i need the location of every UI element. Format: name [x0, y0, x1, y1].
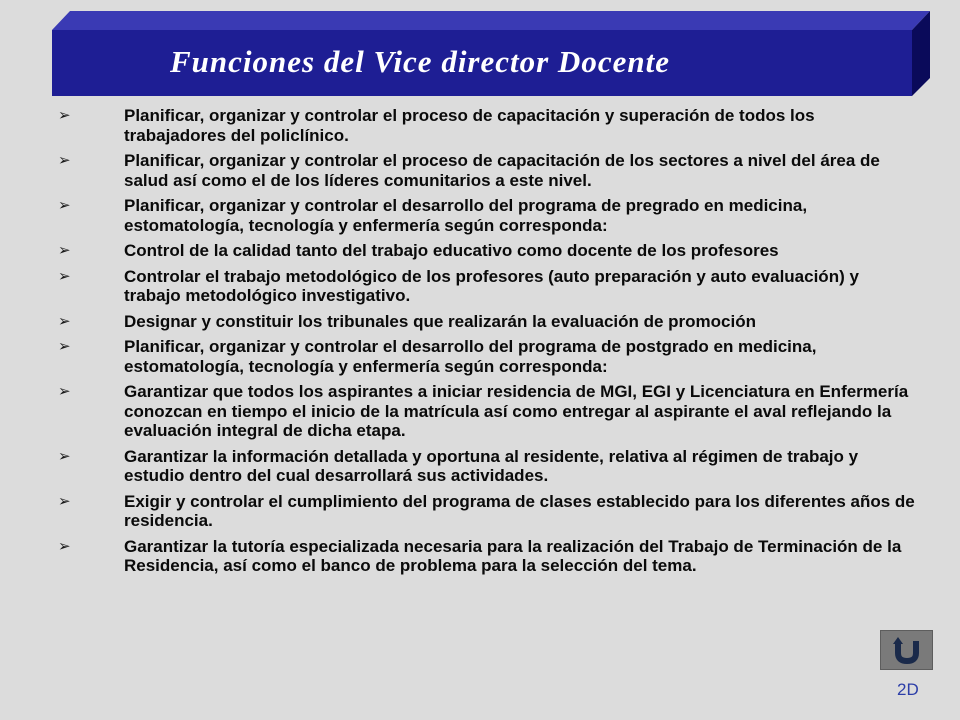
list-item — [58, 537, 918, 576]
return-arrow-icon — [890, 635, 924, 665]
list-item — [58, 196, 918, 235]
arrow-bullet-icon: ➢ — [58, 338, 71, 355]
list-item — [58, 492, 918, 531]
list-item — [58, 382, 918, 441]
arrow-bullet-icon: ➢ — [58, 447, 71, 465]
list-item-text: Garantizar que todos los aspirantes a iniciar residencia de MGI, EGI y Licenciatura en Enfermería conozcan en tiempo el inicio de la matrícula así como entregar al aspirante el aval reflejando la evaluación integral de dicha etapa. — [124, 382, 909, 440]
list-item — [58, 337, 918, 376]
list-item-text: Exigir y controlar el cumplimiento del programa de clases establecido para los diferentes años de residencia. — [124, 491, 915, 530]
list-item-text: Garantizar la información detallada y oportuna al residente, relativa al régimen de trabajo y estudio dentro del cual desarrollará sus actividades. — [124, 446, 859, 485]
arrow-bullet-icon: ➢ — [58, 107, 71, 124]
list-item-text: Planificar, organizar y controlar el proceso de capacitación de los sectores a nivel del área de salud así como el de los líderes comunitarios a este nivel. — [124, 151, 880, 190]
list-item — [58, 312, 918, 332]
list-item — [58, 447, 918, 486]
list-item-text: Designar y constituir los tribunales que realizarán la evaluación de promoción — [124, 311, 757, 331]
arrow-bullet-icon: ➢ — [58, 492, 71, 510]
list-item-text: Control de la calidad tanto del trabajo educativo como docente de los profesores — [124, 241, 779, 260]
arrow-bullet-icon: ➢ — [58, 197, 71, 214]
page-label: 2D — [897, 680, 919, 699]
page-title: Funciones del Vice director Docente — [170, 44, 670, 79]
list-item — [58, 241, 918, 261]
list-item-text: Garantizar la tutoría especializada necesaria para la realización del Trabajo de Terminación de la Residencia, así como el banco de problema para la selección del tema. — [124, 536, 902, 575]
arrow-bullet-icon: ➢ — [58, 312, 71, 330]
list-item — [58, 267, 918, 306]
list-item — [58, 106, 918, 145]
list-item-text: Planificar, organizar y controlar el proceso de capacitación y superación de todos los trabajadores del policlínico. — [124, 106, 815, 145]
title-banner — [0, 0, 960, 110]
list-item — [58, 151, 918, 190]
return-button[interactable] — [880, 630, 933, 670]
list-item-text: Planificar, organizar y controlar el desarrollo del programa de pregrado en medicina, estomatología, tecnología y enfermería según corresponda: — [124, 196, 808, 235]
arrow-bullet-icon: ➢ — [58, 242, 71, 259]
arrow-bullet-icon: ➢ — [58, 267, 71, 285]
bullet-list — [58, 106, 918, 582]
list-item-text: Controlar el trabajo metodológico de los profesores (auto preparación y auto evaluación) y trabajo metodológico investigativo. — [124, 266, 859, 305]
arrow-bullet-icon: ➢ — [58, 152, 71, 169]
list-item-text: Planificar, organizar y controlar el desarrollo del programa de postgrado en medicina, estomatología, tecnología y enfermería según corresponda: — [124, 337, 817, 376]
arrow-bullet-icon: ➢ — [58, 383, 71, 400]
arrow-bullet-icon: ➢ — [58, 537, 71, 555]
